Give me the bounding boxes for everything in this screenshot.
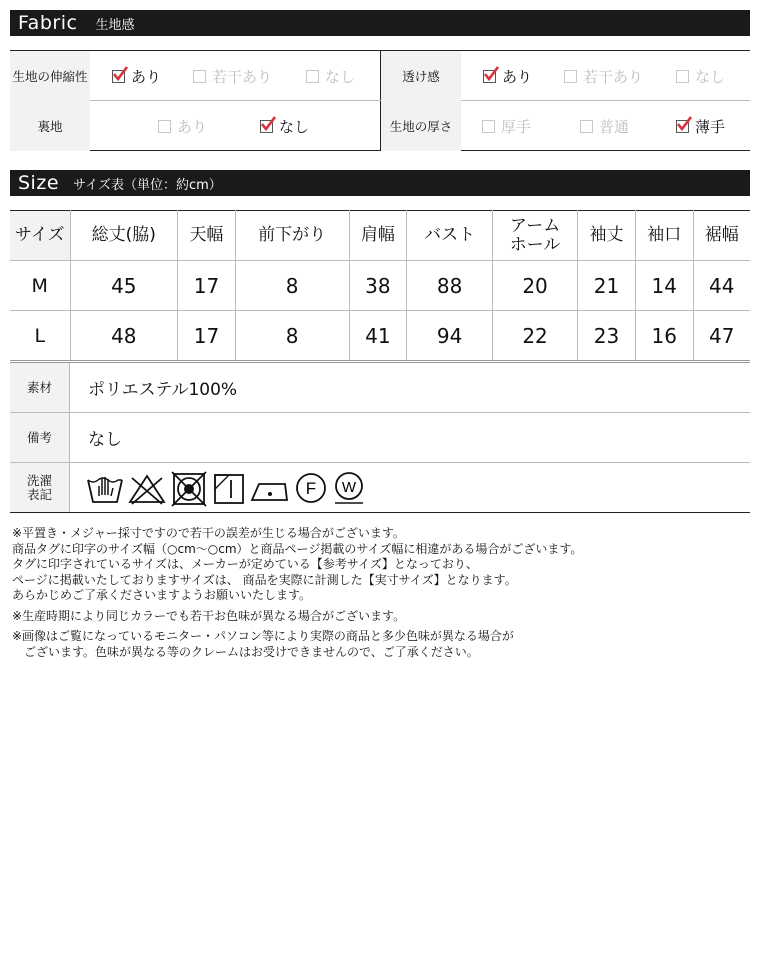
material-label: 素材: [10, 363, 70, 412]
no-bleach-icon: [127, 468, 167, 508]
remarks-row: [10, 413, 750, 463]
checkbox-icon: [193, 70, 206, 83]
table-cell: 8: [235, 261, 349, 311]
stretch-option-yes-label: あり: [131, 67, 162, 86]
no-tumble-dry-icon: [169, 468, 209, 508]
fabric-table: [10, 50, 750, 151]
thickness-option-thick-label: 厚手: [501, 117, 532, 136]
stretch-option-no-label: なし: [325, 67, 356, 86]
care-row: [10, 463, 750, 513]
thickness-option-thick[interactable]: [482, 101, 531, 151]
fabric-header-bar: [10, 10, 750, 36]
lining-label: 裏地: [10, 101, 90, 151]
dry-flat-shade-icon: [211, 468, 247, 508]
checkbox-icon: [676, 70, 689, 83]
table-cell: 17: [178, 261, 236, 311]
table-cell: 48: [70, 311, 178, 361]
thickness-label: 生地の厚さ: [381, 101, 461, 151]
sheer-option-no[interactable]: [676, 51, 725, 101]
table-cell: 22: [492, 311, 577, 361]
info-table: [10, 360, 750, 513]
notes: [12, 526, 582, 660]
thickness-option-thin[interactable]: [676, 101, 725, 151]
size-row-label: サイズ: [10, 211, 70, 261]
sheer-option-no-label: なし: [695, 67, 726, 86]
iron-low-icon: [249, 468, 291, 508]
lining-option-no-label: なし: [279, 117, 310, 136]
care-label: 洗濯 表記: [10, 463, 70, 512]
sheer-option-yes[interactable]: [483, 51, 532, 101]
lining-option-no[interactable]: [260, 101, 309, 151]
care-icons: [85, 463, 367, 512]
col-armhole: アーム ホール: [492, 211, 577, 261]
size-header-bar: [10, 170, 750, 196]
fabric-row-2: [10, 101, 750, 151]
dry-clean-f-icon: [293, 468, 329, 508]
stretch-option-slight[interactable]: [193, 51, 272, 101]
note-line: タグに印字されているサイズは、メーカーが定めている【参考サイズ】となっており、: [12, 557, 478, 571]
table-cell: 41: [349, 311, 407, 361]
wet-clean-letter: W: [341, 478, 357, 496]
stretch-option-yes[interactable]: [112, 51, 161, 101]
lining-option-yes[interactable]: [158, 101, 207, 151]
col-total-length: 総丈(脇): [70, 211, 178, 261]
hand-wash-icon: [85, 468, 125, 508]
table-cell: 16: [635, 311, 693, 361]
checkbox-checked-icon: [483, 70, 496, 83]
table-cell: 47: [693, 311, 750, 361]
note-line: ページに掲載いたしておりますサイズは、 商品を実際に計測した【実寸サイズ】となります。: [12, 572, 517, 587]
thickness-option-normal[interactable]: [580, 101, 629, 151]
col-neck-width: 天幅: [178, 211, 236, 261]
material-value: ポリエステル100%: [88, 380, 238, 400]
fabric-row-1: [10, 51, 750, 101]
table-cell: 23: [578, 311, 636, 361]
size-table-header-row: [10, 211, 750, 261]
note-line: ※画像はご覧になっているモニター・パソコン等により実際の商品と多少色味が異なる場合が: [12, 629, 514, 643]
stretch-option-no[interactable]: [306, 51, 355, 101]
col-bust: バスト: [407, 211, 493, 261]
checkbox-checked-icon: [676, 120, 689, 133]
thickness-option-thin-label: 薄手: [695, 117, 726, 136]
col-hem-width: 裾幅: [693, 211, 750, 261]
table-cell: 21: [578, 261, 636, 311]
table-cell: 17: [178, 311, 236, 361]
col-front-drop: 前下がり: [235, 211, 349, 261]
thickness-option-normal-label: 普通: [599, 117, 630, 136]
table-cell: 38: [349, 261, 407, 311]
checkbox-icon: [158, 120, 171, 133]
size-row-m: [10, 261, 750, 311]
note-line: ※生産時期により同じカラーでも若干お色味が異なる場合がございます。: [12, 608, 406, 623]
sheer-label: 透け感: [381, 51, 461, 101]
size-header-subtitle: サイズ表（単位：約cm）: [73, 177, 222, 193]
checkbox-icon: [564, 70, 577, 83]
remarks-value: なし: [88, 430, 122, 450]
note-line: あらかじめご了承くださいますようお願いいたします。: [12, 588, 312, 602]
size-label: L: [10, 311, 70, 361]
checkbox-icon: [580, 120, 593, 133]
remarks-label: 備考: [10, 413, 70, 462]
table-cell: 88: [407, 261, 493, 311]
checkbox-checked-icon: [112, 70, 125, 83]
checkbox-icon: [482, 120, 495, 133]
note-line: 商品タグに印字のサイズ幅（○cm～○cm）と商品ページ掲載のサイズ幅に相違がある場合がございます。: [12, 541, 583, 556]
dry-clean-letter: F: [305, 478, 317, 498]
wet-clean-w-icon: [331, 468, 367, 508]
material-row: [10, 363, 750, 413]
checkbox-checked-icon: [260, 120, 273, 133]
col-sleeve-length: 袖丈: [578, 211, 636, 261]
col-shoulder: 肩幅: [349, 211, 407, 261]
sheer-option-yes-label: あり: [502, 67, 533, 86]
lining-option-yes-label: あり: [177, 117, 208, 136]
table-cell: 8: [235, 311, 349, 361]
table-cell: 45: [70, 261, 178, 311]
fabric-header-subtitle: 生地感: [95, 17, 135, 33]
fabric-header-title: Fabric: [18, 12, 78, 34]
note-line: ございます。色味が異なる等のクレームはお受けできませんので、ご了承ください。: [12, 644, 479, 659]
size-table: [10, 210, 750, 361]
sheer-option-slight[interactable]: [564, 51, 643, 101]
size-label: M: [10, 261, 70, 311]
table-cell: 94: [407, 311, 493, 361]
table-cell: 14: [635, 261, 693, 311]
table-cell: 20: [492, 261, 577, 311]
stretch-option-slight-label: 若干あり: [212, 67, 273, 86]
checkbox-icon: [306, 70, 319, 83]
stretch-label: 生地の伸縮性: [10, 51, 90, 101]
note-line: ※平置き・メジャー採寸ですので若干の誤差が生じる場合がございます。: [12, 526, 405, 540]
size-row-l: [10, 311, 750, 361]
col-cuff: 袖口: [635, 211, 693, 261]
sheer-option-slight-label: 若干あり: [583, 67, 644, 86]
table-cell: 44: [693, 261, 750, 311]
size-header-title: Size: [18, 172, 60, 194]
